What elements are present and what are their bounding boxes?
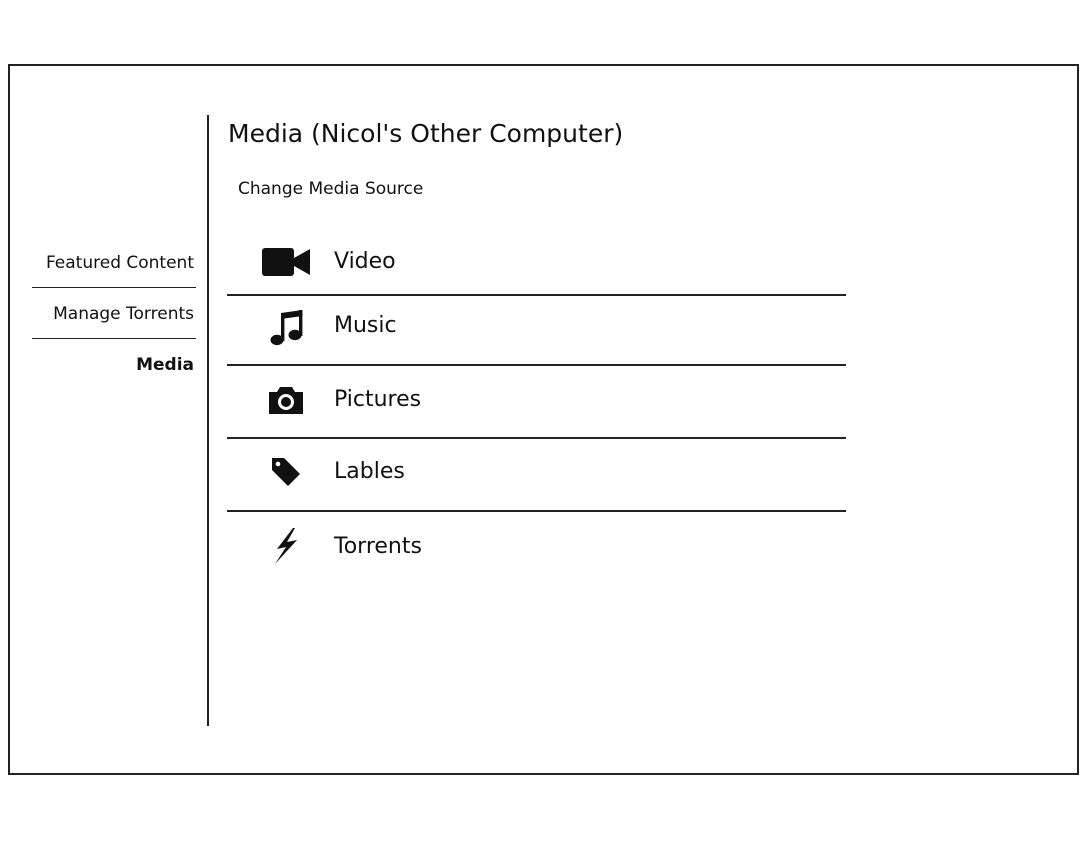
sidebar-divider bbox=[32, 338, 196, 339]
music-note-icon bbox=[259, 308, 313, 348]
change-media-source-link[interactable]: Change Media Source bbox=[238, 179, 424, 199]
media-item-lables[interactable] bbox=[227, 439, 846, 512]
media-item-music[interactable] bbox=[227, 296, 846, 366]
camera-icon bbox=[259, 380, 313, 420]
sidebar-nav bbox=[28, 249, 196, 381]
sidebar-item-media[interactable]: Media bbox=[136, 355, 194, 375]
sidebar-separator bbox=[207, 115, 209, 726]
lightning-bolt-icon bbox=[259, 526, 313, 566]
media-item-label: Lables bbox=[334, 459, 405, 484]
media-item-video[interactable] bbox=[227, 226, 846, 296]
media-list bbox=[227, 226, 846, 582]
media-item-label: Torrents bbox=[334, 534, 422, 559]
tag-icon bbox=[259, 451, 313, 491]
video-camera-icon bbox=[259, 242, 313, 282]
sidebar-divider bbox=[32, 287, 196, 288]
media-item-label: Pictures bbox=[334, 387, 422, 412]
sidebar-item-manage-torrents[interactable]: Manage Torrents bbox=[53, 304, 194, 324]
media-item-torrents[interactable] bbox=[227, 512, 846, 582]
page-title: Media (Nicol's Other Computer) bbox=[228, 119, 624, 148]
media-item-pictures[interactable] bbox=[227, 366, 846, 439]
sidebar-item-featured-content[interactable]: Featured Content bbox=[45, 253, 194, 273]
media-item-label: Music bbox=[334, 313, 397, 338]
media-item-label: Video bbox=[334, 249, 396, 274]
